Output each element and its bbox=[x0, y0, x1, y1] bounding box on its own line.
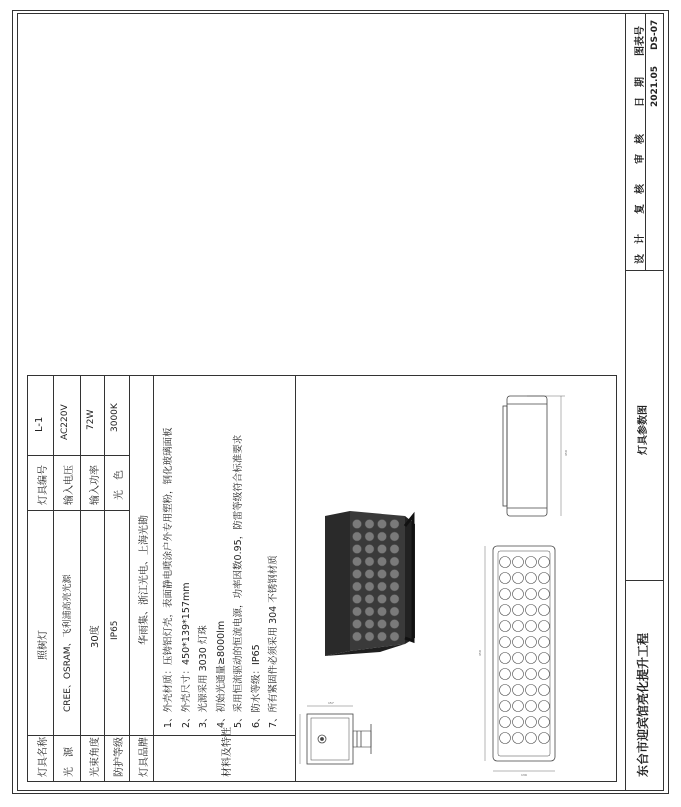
top-view-drawing bbox=[503, 396, 565, 516]
led-lens bbox=[365, 632, 374, 641]
spec-value-source: CREE、OSRAM、飞利浦高亮光源 bbox=[63, 574, 73, 712]
front-led-outline bbox=[513, 733, 524, 744]
spec-value-protection: IP65 bbox=[110, 620, 120, 640]
title-block-row-line bbox=[625, 580, 664, 581]
led-lens bbox=[365, 532, 374, 541]
led-lens bbox=[378, 532, 387, 541]
front-led-outline bbox=[539, 589, 550, 600]
front-led-outline bbox=[500, 653, 511, 664]
feature-item: 2、外壳尺寸：450*139*157mm bbox=[180, 582, 192, 728]
led-lens bbox=[390, 632, 399, 641]
front-led-outline bbox=[500, 605, 511, 616]
project-name: 东台市迎宾馆亮化提升工程 bbox=[636, 632, 650, 777]
front-view-dim-width: 450 bbox=[478, 650, 482, 656]
date-value: 2021.05 bbox=[650, 66, 660, 107]
led-lens bbox=[353, 520, 362, 529]
design-label: 设 计 bbox=[635, 234, 646, 264]
front-view-drawing bbox=[485, 546, 555, 771]
led-lens bbox=[353, 557, 362, 566]
side-view-dim-depth: 157 bbox=[328, 701, 334, 705]
spec-label-source: 光 源 bbox=[64, 747, 75, 777]
feature-item: 1、外壳材质：压铸铝灯壳，表面静电喷涂户外专用塑粉，钢化玻璃面板 bbox=[163, 427, 174, 728]
front-led-outline bbox=[539, 637, 550, 648]
led-lens bbox=[378, 632, 387, 641]
spec-value-power: 72W bbox=[86, 409, 96, 430]
front-led-outline bbox=[513, 717, 524, 728]
front-led-outline bbox=[513, 685, 524, 696]
table-line bbox=[27, 510, 129, 511]
led-lens bbox=[378, 570, 387, 579]
front-led-outline bbox=[526, 669, 537, 680]
feature-item: 5、采用恒流驱动的恒流电源，功率因数0.95，防雷等级符合标准要求 bbox=[233, 434, 244, 728]
spec-label-brand: 灯具品牌 bbox=[139, 737, 150, 777]
top-view-dim-width: 450 bbox=[564, 450, 568, 456]
led-lens bbox=[365, 607, 374, 616]
front-led-outline bbox=[526, 589, 537, 600]
number-label: 图表号 bbox=[635, 26, 646, 56]
led-lens bbox=[378, 607, 387, 616]
front-led-outline bbox=[500, 573, 511, 584]
led-lens bbox=[390, 557, 399, 566]
spec-value-voltage: AC220V bbox=[60, 404, 70, 440]
led-lens bbox=[390, 570, 399, 579]
front-led-outline bbox=[526, 637, 537, 648]
led-lens bbox=[378, 520, 387, 529]
front-led-outline bbox=[500, 621, 511, 632]
front-led-outline bbox=[526, 733, 537, 744]
spec-value-brand: 华雨集、浙江光电、上海光勘 bbox=[139, 515, 150, 645]
front-led-outline bbox=[513, 621, 524, 632]
spec-value-color: 3000K bbox=[110, 403, 120, 432]
front-led-outline bbox=[526, 557, 537, 568]
spec-value-code: L-1 bbox=[34, 416, 45, 432]
front-led-outline bbox=[539, 685, 550, 696]
led-lens bbox=[353, 545, 362, 554]
front-led-outline bbox=[513, 669, 524, 680]
front-led-outline bbox=[526, 717, 537, 728]
front-led-outline bbox=[539, 573, 550, 584]
front-led-outline bbox=[513, 653, 524, 664]
front-view-dim-height: 139 bbox=[521, 773, 527, 777]
front-led-outline bbox=[526, 701, 537, 712]
front-led-outline bbox=[500, 669, 511, 680]
number-value: DS-07 bbox=[650, 19, 660, 50]
led-lens bbox=[378, 620, 387, 629]
spec-label-voltage: 输入电压 bbox=[64, 465, 75, 505]
front-led-outline bbox=[539, 717, 550, 728]
front-led-outline bbox=[513, 701, 524, 712]
front-led-outline bbox=[500, 637, 511, 648]
front-led-outline bbox=[500, 685, 511, 696]
front-led-outline bbox=[500, 733, 511, 744]
led-lens bbox=[353, 582, 362, 591]
front-led-outline bbox=[500, 717, 511, 728]
table-line bbox=[27, 455, 129, 456]
side-view-drawing bbox=[300, 706, 371, 764]
review-label: 复 核 bbox=[635, 184, 646, 214]
date-label: 日 期 bbox=[635, 77, 646, 107]
front-led-outline bbox=[500, 701, 511, 712]
led-lens bbox=[378, 545, 387, 554]
front-led-outline bbox=[513, 557, 524, 568]
front-led-outline bbox=[513, 605, 524, 616]
spec-label-material: 材料及特性 bbox=[222, 727, 233, 777]
led-lens bbox=[353, 607, 362, 616]
front-led-outline bbox=[539, 605, 550, 616]
feature-list bbox=[160, 368, 283, 728]
front-led-outline bbox=[526, 573, 537, 584]
table-line bbox=[104, 375, 105, 782]
front-led-outline bbox=[526, 621, 537, 632]
spec-label-protection: 防护等级 bbox=[114, 737, 125, 777]
led-lens bbox=[378, 582, 387, 591]
feature-item: 4、初始光通量≥8000lm bbox=[215, 620, 227, 728]
led-lens bbox=[365, 570, 374, 579]
front-led-outline bbox=[513, 573, 524, 584]
front-led-outline bbox=[513, 637, 524, 648]
front-led-outline bbox=[539, 733, 550, 744]
spec-label-beam: 光束角度 bbox=[90, 737, 101, 777]
table-line bbox=[153, 375, 154, 782]
front-led-outline bbox=[513, 589, 524, 600]
front-led-outline bbox=[539, 621, 550, 632]
drawing-name: 灯具参数图 bbox=[638, 405, 649, 455]
spec-value-beam: 30度 bbox=[90, 625, 101, 648]
led-lens bbox=[365, 557, 374, 566]
led-lens bbox=[365, 620, 374, 629]
front-led-grid bbox=[500, 557, 550, 744]
led-lens bbox=[353, 532, 362, 541]
front-led-outline bbox=[539, 557, 550, 568]
led-lens bbox=[390, 545, 399, 554]
led-lens bbox=[390, 620, 399, 629]
table-line bbox=[80, 375, 81, 782]
front-led-outline bbox=[539, 669, 550, 680]
spec-label-name: 灯具名称 bbox=[38, 737, 49, 777]
table-line bbox=[129, 375, 130, 782]
led-lens bbox=[378, 557, 387, 566]
front-led-outline bbox=[500, 589, 511, 600]
audit-label: 审 核 bbox=[635, 134, 646, 164]
spec-label-code: 灯具编号 bbox=[38, 465, 49, 505]
led-lens bbox=[365, 520, 374, 529]
fixture-drawings bbox=[295, 376, 617, 781]
front-led-outline bbox=[526, 685, 537, 696]
led-lens bbox=[390, 532, 399, 541]
front-led-outline bbox=[539, 701, 550, 712]
title-block-divider bbox=[625, 13, 626, 791]
spec-label-power: 输入功率 bbox=[90, 465, 101, 505]
feature-item: 6、防水等级：IP65 bbox=[250, 644, 262, 728]
led-lens bbox=[365, 545, 374, 554]
front-led-outline bbox=[526, 605, 537, 616]
feature-item: 7、所有紧固件必须采用 304 不锈钢材质 bbox=[268, 555, 279, 728]
led-lens bbox=[390, 582, 399, 591]
spec-value-name: 照树灯 bbox=[38, 630, 49, 660]
title-block-row-line bbox=[625, 270, 664, 271]
led-lens bbox=[353, 620, 362, 629]
led-lens bbox=[390, 607, 399, 616]
feature-item: 3、光源采用 3030 灯珠 bbox=[198, 625, 209, 728]
led-lens bbox=[390, 595, 399, 604]
table-line bbox=[27, 735, 153, 736]
led-lens bbox=[378, 595, 387, 604]
led-lens bbox=[353, 570, 362, 579]
front-led-outline bbox=[539, 653, 550, 664]
led-lens bbox=[353, 595, 362, 604]
spec-label-color: 光 色 bbox=[114, 470, 125, 500]
led-lens bbox=[353, 632, 362, 641]
table-line bbox=[53, 375, 54, 782]
front-led-outline bbox=[526, 653, 537, 664]
led-lens bbox=[365, 582, 374, 591]
led-lens bbox=[365, 595, 374, 604]
led-lens bbox=[390, 520, 399, 529]
front-led-outline bbox=[500, 557, 511, 568]
